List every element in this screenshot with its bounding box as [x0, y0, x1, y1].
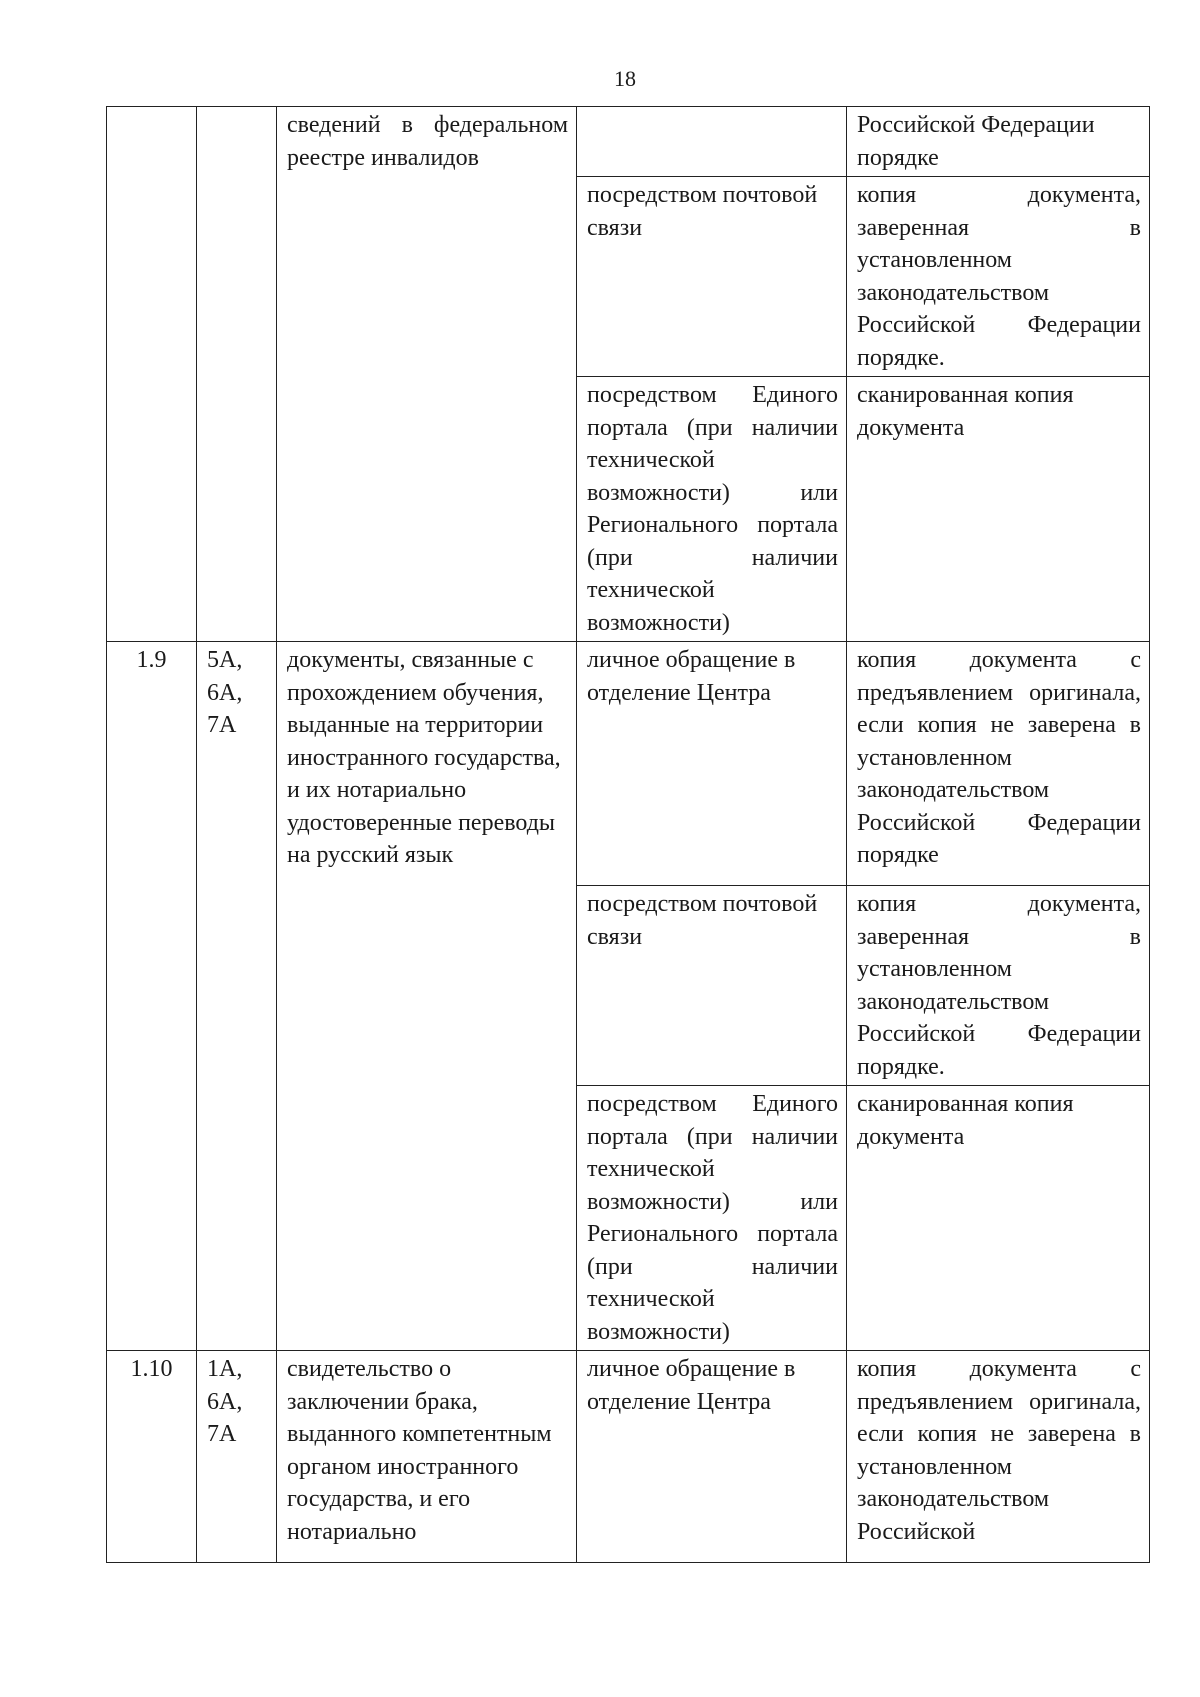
document-form-cell: копия документа, заверенная в установленном законодательством Российской Федерации порядке. — [847, 177, 1150, 377]
row-number-cell: 1.9 — [107, 642, 197, 1351]
documents-table — [106, 106, 1150, 1563]
submission-way-cell: посредством Единого портала (при наличии технической возможности) или Регионального портала (при наличии технической возможности) — [577, 377, 847, 642]
document-form-cell: копия документа с предъявлением оригинала, если копия не заверена в установленном законодательством Российской Федерации порядке — [847, 642, 1150, 886]
document-form-cell: сканированная копия документа — [847, 377, 1150, 642]
row-number-cell — [107, 107, 197, 642]
submission-way-cell: личное обращение в отделение Центра — [577, 642, 847, 886]
submission-way-cell: личное обращение в отделение Центра — [577, 1351, 847, 1563]
row-number-cell: 1.10 — [107, 1351, 197, 1563]
document-cell: сведений в федеральном реестре инвалидов — [277, 107, 577, 642]
submission-way-cell — [577, 107, 847, 177]
category-cell — [197, 1351, 277, 1563]
category-code: 7А — [207, 1421, 237, 1447]
document-form-cell: сканированная копия документа — [847, 1086, 1150, 1351]
category-code: 6А, — [207, 679, 243, 706]
document-form-cell: Российской Федерации порядке — [847, 107, 1150, 177]
document-form-cell: копия документа с предъявлением оригинала, если копия не заверена в установленном законодательством Российской — [847, 1351, 1150, 1563]
category-code: 1А, — [207, 1356, 243, 1382]
document-form-cell: копия документа, заверенная в установленном законодательством Российской Федерации порядке. — [847, 886, 1150, 1086]
submission-way-cell: посредством Единого портала (при наличии технической возможности) или Регионального портала (при наличии технической возможности) — [577, 1086, 847, 1351]
category-code: 6А, — [207, 1388, 243, 1415]
table-row — [107, 107, 1150, 177]
category-code: 5А, — [207, 647, 243, 673]
submission-way-cell: посредством почтовой связи — [577, 886, 847, 1086]
document-cell: документы, связанные с прохождением обучения, выданные на территории иностранного государства, и их нотариально удостоверенные переводы на русский язык — [277, 642, 577, 1351]
category-cell — [197, 642, 277, 1351]
table-row — [107, 642, 1150, 886]
table-row — [107, 1351, 1150, 1563]
category-cell — [197, 107, 277, 642]
page-number: 18 — [614, 66, 636, 91]
submission-way-cell: посредством почтовой связи — [577, 177, 847, 377]
category-code: 7А — [207, 712, 237, 738]
document-cell: свидетельство о заключении брака, выданного компетентным органом иностранного государства, и его нотариально — [277, 1351, 577, 1563]
